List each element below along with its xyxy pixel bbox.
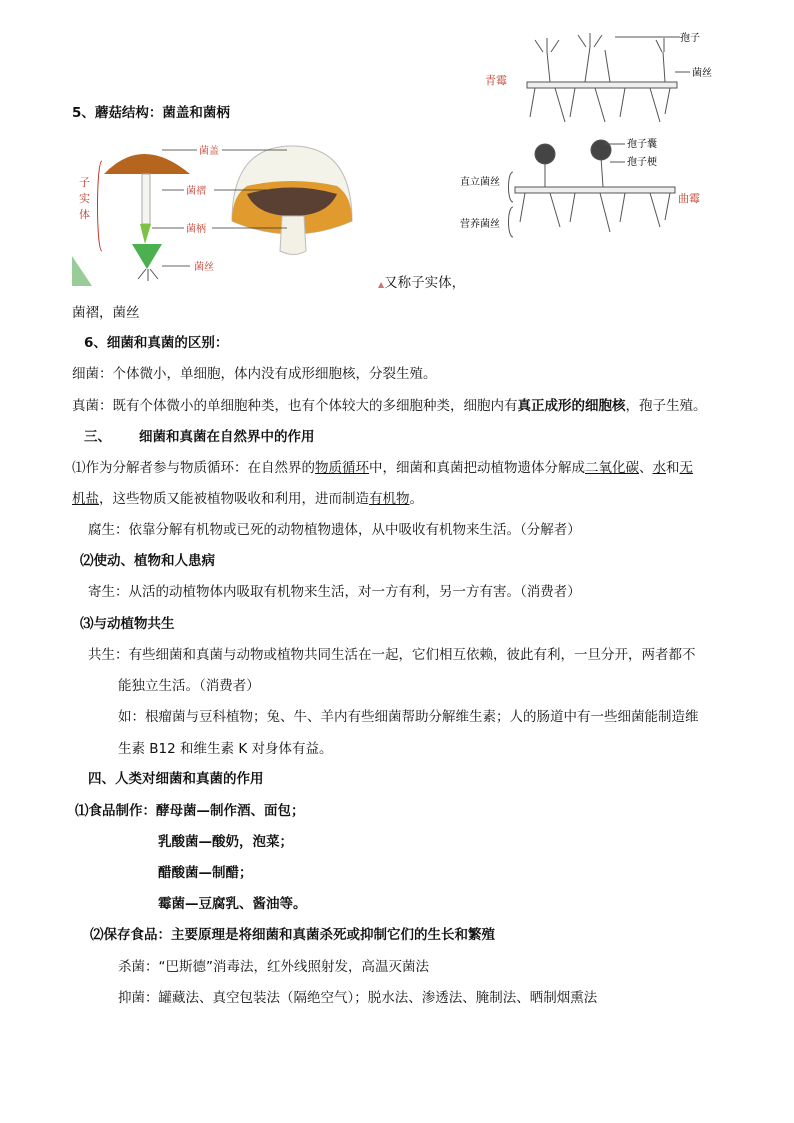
gongsheng-line-2: 能独立生活。（消费者） — [118, 678, 260, 694]
label-jungai: 菌盖 — [199, 146, 219, 157]
label-qumei: 曲霉 — [678, 192, 700, 205]
section-5-text: ▲又称子实体， — [378, 275, 466, 291]
label-junsi-mushroom: 菌丝 — [194, 262, 214, 273]
fungi-c: ，孢子生殖。 — [625, 398, 707, 414]
para-1-line-1 — [72, 456, 693, 476]
label-ti: 体 — [79, 208, 90, 221]
para-2-title: ⑵使动、植物和人患病 — [80, 553, 215, 569]
gongsheng-line-1: 共生：有些细菌和真菌与动物或植物共同生活在一起，它们相互依赖，彼此有利，一旦分开，两者都不 — [88, 647, 696, 663]
section-4-title: 四、人类对细菌和真菌的作用 — [88, 771, 264, 787]
label-junzhe: 菌褶 — [186, 186, 206, 197]
yijun-line: 抑菌：罐藏法、真空包装法（隔绝空气）；脱水法、渗透法、腌制法、晒制烟熏法 — [118, 990, 598, 1006]
p1-f: 水 — [652, 460, 666, 476]
p1-l: 。 — [409, 491, 423, 507]
mold-diagram — [460, 22, 725, 252]
p1-h: 无 — [679, 460, 693, 476]
p1-k: 有机物 — [369, 491, 410, 507]
food-line-2: 乳酸菌—酸奶，泡菜； — [158, 834, 293, 850]
p1-e: 、 — [639, 460, 653, 476]
p1-c: 中，细菌和真菌把动植物遗体分解成 — [369, 460, 585, 476]
section-6-title: 6、细菌和真菌的区别： — [84, 335, 229, 351]
bacteria-line: 细菌：个体微小，单细胞，体内没有成形细胞核，分裂生殖。 — [72, 366, 437, 382]
para-1-line-2 — [72, 487, 423, 507]
para-3-title: ⑶与动植物共生 — [80, 616, 175, 632]
shajun-line: 杀菌：“巴斯德”消毒法，红外线照射发，高温灭菌法 — [118, 959, 429, 975]
label-zhili: 直立菌丝 — [460, 177, 500, 188]
section-5-continuation: 菌褶，菌丝 — [72, 305, 140, 321]
preserve-line: ⑵保存食品：主要原理是将细菌和真菌杀死或抑制它们的生长和繁殖 — [90, 927, 495, 943]
food-line-3: 醋酸菌—制醋； — [158, 865, 253, 881]
s5-after-fig: 又称子实体， — [384, 275, 466, 291]
p1-b: 物质循环 — [315, 460, 369, 476]
label-shi: 实 — [79, 192, 90, 205]
fungi-b: 真正成形的细胞核 — [517, 398, 626, 414]
label-junsi: 菌丝 — [692, 68, 712, 79]
label-baozinang: 孢子囊 — [627, 139, 657, 150]
label-baozi: 孢子 — [680, 33, 700, 44]
label-junbing: 菌柄 — [186, 224, 206, 235]
example-line-1: 如：根瘤菌与豆科植物；兔、牛、羊内有些细菌帮助分解维生素；人的肠道中有一些细菌能制造维 — [118, 709, 699, 725]
food-line-1: ⑴食品制作：酵母菌—制作酒、面包； — [75, 803, 305, 819]
p1-j: ，这些物质又能被植物吸收和利用，进而制造 — [99, 491, 369, 507]
label-qingmei: 青霉 — [485, 74, 507, 87]
mushroom-diagram — [72, 136, 372, 286]
p1-a: ⑴作为分解者参与物质循环：在自然界的 — [72, 460, 315, 476]
jisheng-line: 寄生：从活的动植物体内吸取有机物来生活，对一方有利，另一方有害。（消费者） — [88, 584, 581, 600]
s3-title: 细菌和真菌在自然界中的作用 — [139, 429, 315, 445]
food-line-4: 霉菌—豆腐乳、酱油等。 — [158, 896, 307, 912]
example-line-2: 生素 B12 和维生素 K 对身体有益。 — [118, 741, 333, 757]
p1-i: 机盐 — [72, 491, 99, 507]
label-yingyang: 营养菌丝 — [460, 219, 500, 230]
s3-num: 三、 — [84, 429, 111, 445]
fungi-line — [72, 394, 707, 414]
label-zi: 子 — [79, 176, 90, 189]
fungi-a: 真菌：既有个体微小的单细胞种类，也有个体较大的多细胞种类，细胞内有 — [72, 398, 518, 414]
fusheng-line: 腐生：依靠分解有机物或已死的动物植物遗体，从中吸收有机物来生活。（分解者） — [88, 522, 581, 538]
section-5-title: 5、蘑菇结构：菌盖和菌柄 — [72, 105, 230, 121]
p1-g: 和 — [666, 460, 680, 476]
p1-d: 二氧化碳 — [585, 460, 639, 476]
section-3-heading — [84, 425, 315, 445]
label-baozigeng: 孢子梗 — [627, 157, 657, 168]
